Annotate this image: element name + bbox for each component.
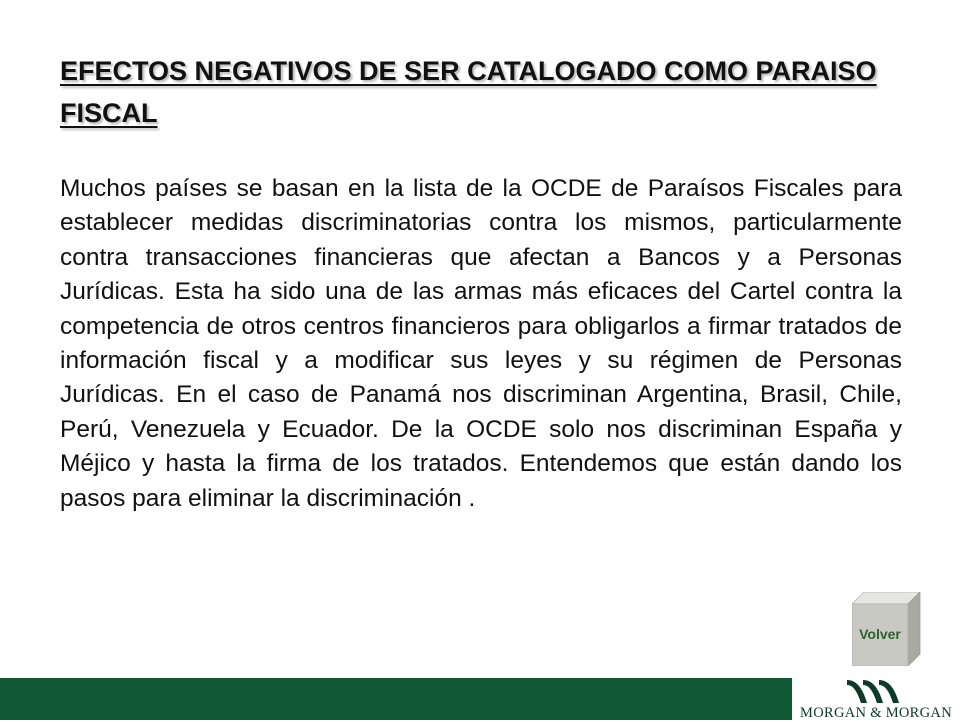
volver-button-label: Volver [859, 626, 901, 642]
wave-logo-icon [845, 677, 905, 705]
slide-body-text: Muchos países se basan en la lista de la OCDE de Paraísos Fiscales para establecer medidas discriminatorias contra los mismos, particularmente contra transacciones financieras que afectan a Bancos y a Personas Jurídicas. Esta ha sido una de las armas más eficaces del Cartel contra la competencia de otros centros financieros para obligarlos a firmar tratados de información fiscal y a modificar sus leyes y su régimen de Personas Jurídicas. En el caso de Panamá nos discriminan Argentina, Brasil, Chile, Perú, Venezuela y Ecuador. De la OCDE solo nos discriminan España y Méjico y hasta la firma de los tratados. Entendemos que están dando los pasos para eliminar la discriminación . [60, 175, 902, 512]
footer-bar [0, 678, 792, 720]
slide-title: EFECTOS NEGATIVOS DE SER CATALOGADO COMO PARAISO FISCAL [60, 56, 877, 128]
logo-text: MORGAN & MORGAN [800, 705, 952, 721]
volver-button[interactable] [852, 592, 922, 666]
morgan-morgan-logo [792, 672, 960, 720]
